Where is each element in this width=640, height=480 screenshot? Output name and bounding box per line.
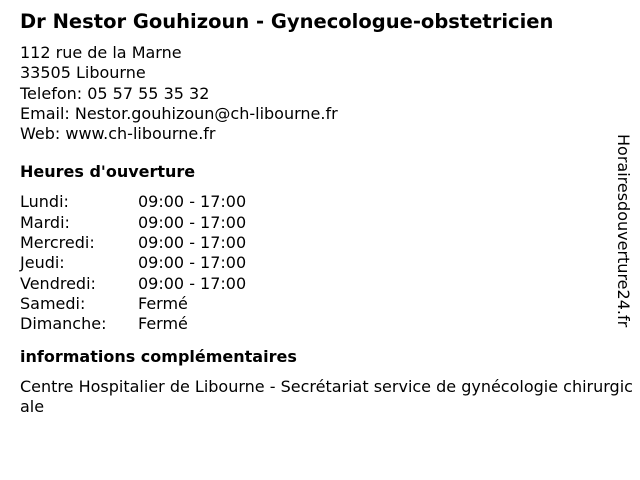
street-address: 112 rue de la Marne [20, 43, 182, 62]
additional-info-heading: informations complémentaires [20, 346, 297, 366]
hours-row-samedi [20, 294, 608, 314]
day-label: Samedi: [20, 293, 86, 313]
day-label: Lundi: [20, 192, 69, 212]
phone-number: Telefon: 05 57 55 35 32 [20, 83, 210, 103]
time-value: 09:00 - 17:00 [138, 192, 247, 212]
hours-row-lundi [20, 192, 608, 212]
additional-info-text: Centre Hospitalier de Libourne - Secrétariat service de gynécologie chirurgicale [20, 376, 633, 416]
time-value: 09:00 - 17:00 [138, 233, 247, 253]
hours-row-jeudi [20, 253, 608, 273]
time-value: Fermé [138, 314, 188, 334]
hours-row-vendredi [20, 274, 608, 294]
day-label: Dimanche: [20, 314, 107, 334]
email-address: Email: Nestor.gouhizoun@ch-libourne.fr [20, 103, 338, 123]
day-label: Mercredi: [20, 233, 95, 253]
time-value: 09:00 - 17:00 [138, 273, 247, 293]
time-value: 09:00 - 17:00 [138, 212, 247, 232]
day-label: Mardi: [20, 212, 70, 232]
day-label: Vendredi: [20, 273, 96, 293]
hours-row-dimanche [20, 314, 608, 334]
day-label: Jeudi: [20, 253, 65, 273]
time-value: 09:00 - 17:00 [138, 253, 247, 273]
opening-hours-heading: Heures d'ouverture [20, 162, 196, 182]
city-postcode: 33505 Libourne [20, 63, 146, 83]
website: Web: www.ch-libourne.fr [20, 124, 216, 144]
page-title: Dr Nestor Gouhizoun - Gynecologue-obstetricien [20, 10, 554, 33]
address-block [20, 43, 608, 144]
hours-row-mercredi [20, 233, 608, 253]
hours-row-mardi [20, 213, 608, 233]
opening-hours-table [20, 192, 608, 334]
site-watermark: Horairesdouverture24.fr [614, 134, 633, 328]
time-value: Fermé [138, 293, 188, 313]
